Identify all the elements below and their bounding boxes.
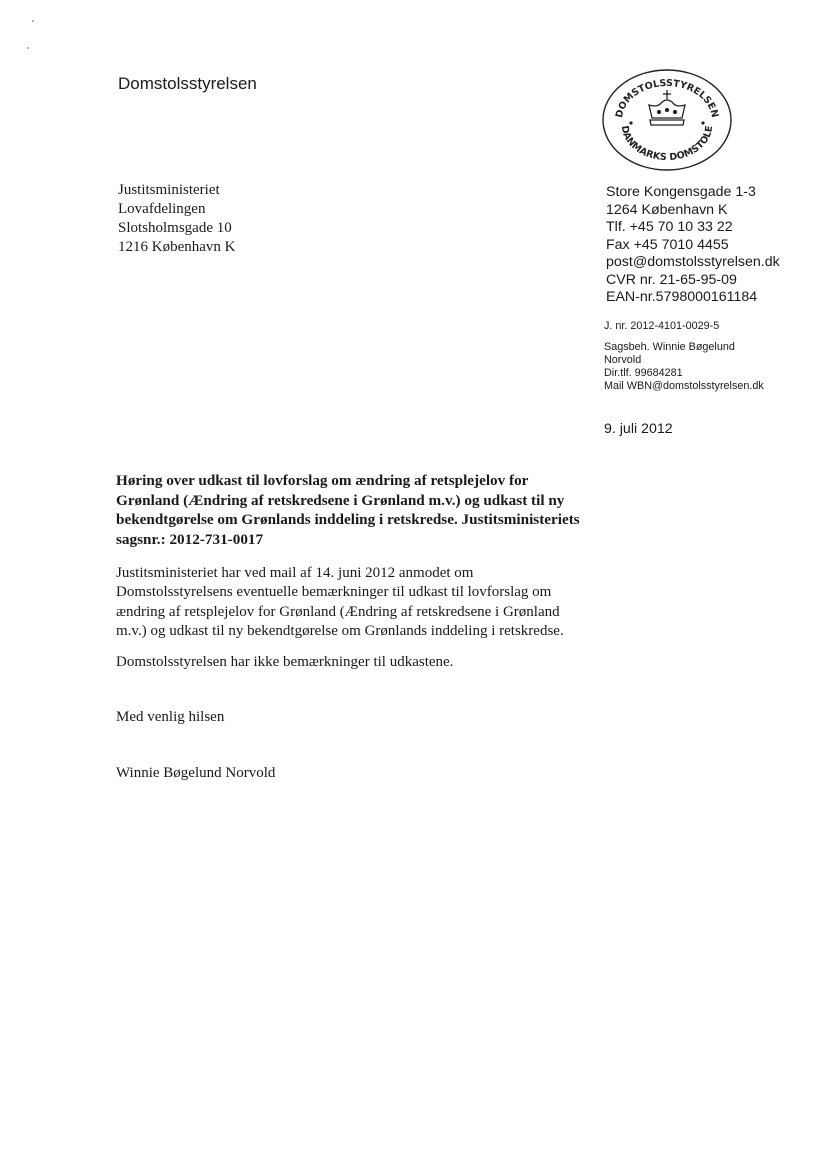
body-line: Justitsministeriet har ved mail af 14. juni 2012 anmodet om bbox=[116, 565, 474, 581]
case-info bbox=[604, 320, 764, 393]
sender-email: post@domstolsstyrelsen.dk bbox=[606, 254, 780, 270]
recipient-line: Lovafdelingen bbox=[118, 201, 206, 217]
subject-heading bbox=[116, 471, 636, 549]
scan-speck bbox=[27, 47, 29, 49]
sender-city: 1264 København K bbox=[606, 201, 728, 218]
body-line: ændring af retsplejelov for Grønland (Ændring af retskredsene i Grønland bbox=[116, 603, 560, 620]
body-paragraph-2: Domstolsstyrelsen har ikke bemærkninger til udkastene. bbox=[116, 654, 454, 670]
svg-text:DOMSTOLSSTYRELSEN: DOMSTOLSSTYRELSEN bbox=[613, 77, 721, 119]
sender-street: Store Kongensgade 1-3 bbox=[606, 184, 756, 200]
recipient-line: Slotsholmsgade 10 bbox=[118, 220, 232, 236]
recipient-line: Justitsministeriet bbox=[118, 182, 220, 198]
letter-date: 9. juli 2012 bbox=[604, 421, 673, 437]
body-paragraph-1 bbox=[116, 564, 616, 641]
subject-line: Høring over udkast til lovforslag om ændring af retsplejelov for bbox=[116, 472, 529, 489]
sender-cvr: CVR nr. 21-65-95-09 bbox=[606, 271, 737, 288]
sender-fax: Fax +45 7010 4455 bbox=[606, 236, 729, 253]
closing-greeting: Med venlig hilsen bbox=[116, 709, 225, 725]
crown-icon bbox=[649, 90, 685, 125]
sender-contact-block bbox=[606, 184, 780, 307]
court-seal-logo bbox=[600, 68, 734, 172]
body-line: Domstolsstyrelsens eventuelle bemærkninger til udkast til lovforslag om bbox=[116, 584, 552, 601]
subject-line: Grønland (Ændring af retskredsene i Grønland m.v.) og udkast til ny bbox=[116, 491, 565, 509]
body-line: m.v.) og udkast til ny bekendtgørelse om Grønlands inddeling i retskredse. bbox=[116, 622, 564, 639]
case-handler-line: Norvold bbox=[604, 354, 642, 366]
organization-name: Domstolsstyrelsen bbox=[118, 74, 257, 93]
recipient-address bbox=[118, 181, 235, 257]
scan-speck bbox=[32, 20, 34, 22]
sender-phone: Tlf. +45 70 10 33 22 bbox=[606, 219, 733, 235]
signature-name: Winnie Bøgelund Norvold bbox=[116, 765, 276, 781]
case-handler-line: Dir.tlf. 99684281 bbox=[604, 367, 683, 379]
case-handler-line: Sagsbeh. Winnie Bøgelund bbox=[604, 341, 735, 353]
subject-line: sagsnr.: 2012-731-0017 bbox=[116, 530, 264, 548]
case-handler-line: Mail WBN@domstolsstyrelsen.dk bbox=[604, 380, 764, 392]
svg-text:DANMARKS DOMSTOLE: DANMARKS DOMSTOLE bbox=[618, 124, 716, 164]
subject-line: bekendtgørelse om Grønlands inddeling i retskredse. Justitsministeriets bbox=[116, 511, 580, 528]
journal-number: J. nr. 2012-4101-0029-5 bbox=[604, 320, 720, 332]
recipient-line: 1216 København K bbox=[118, 239, 236, 255]
sender-ean: EAN-nr.5798000161184 bbox=[606, 289, 758, 305]
